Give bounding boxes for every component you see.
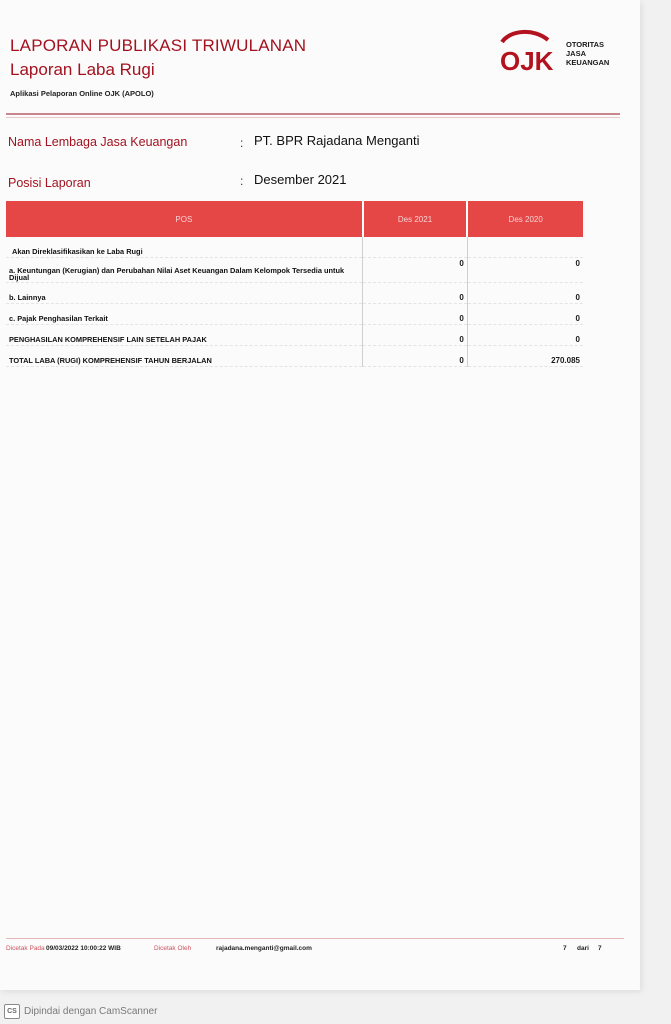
- row-label: a. Keuntungan (Kerugian) dan Perubahan Nilai Aset Keuangan Dalam Kelompok Tersedia untuk Dijual: [6, 258, 363, 283]
- ojk-logo: [498, 28, 628, 80]
- header-divider: [6, 113, 620, 115]
- row-value-2021: 0: [363, 304, 468, 325]
- logo-line-2: JASA: [566, 49, 587, 58]
- col-header-2020: Des 2020: [467, 201, 583, 237]
- camscanner-text: Dipindai dengan CamScanner: [24, 1006, 158, 1017]
- page-current: 7: [563, 945, 567, 952]
- row-value-2020: 0: [467, 325, 583, 346]
- row-value-2020: 0: [467, 304, 583, 325]
- period-label: Posisi Laporan: [8, 176, 91, 190]
- printed-at-label: Dicetak Pada: [6, 945, 45, 952]
- logo-line-1: OTORITAS: [566, 40, 605, 49]
- period-colon: :: [240, 174, 244, 188]
- camscanner-watermark: [4, 1004, 157, 1019]
- row-value-2021: 0: [363, 346, 468, 367]
- logo-mark-text: OJK: [500, 46, 554, 76]
- header-divider-thin: [6, 117, 620, 118]
- ojk-logo-icon: [498, 28, 560, 76]
- report-title: LAPORAN PUBLIKASI TRIWULANAN: [10, 36, 307, 55]
- table-row: [6, 283, 583, 304]
- row-value-2020: [467, 237, 583, 258]
- institution-value: PT. BPR Rajadana Menganti: [254, 133, 420, 148]
- row-value-2020: 0: [467, 283, 583, 304]
- page-total: 7: [598, 945, 602, 952]
- row-label: TOTAL LABA (RUGI) KOMPREHENSIF TAHUN BERJALAN: [6, 346, 363, 367]
- row-label: b. Lainnya: [6, 283, 363, 304]
- table-row: [6, 325, 583, 346]
- table-row: [6, 237, 583, 258]
- col-header-2021: Des 2021: [363, 201, 468, 237]
- app-name: Aplikasi Pelaporan Online OJK (APOLO): [10, 89, 154, 98]
- printed-by: rajadana.menganti@gmail.com: [216, 945, 312, 952]
- printed-at: 09/03/2022 10:00:22 WIB: [46, 945, 121, 952]
- logo-line-3: KEUANGAN: [566, 58, 610, 67]
- profit-loss-table: [6, 201, 583, 367]
- footer-divider: [6, 938, 624, 939]
- table-row: [6, 258, 583, 283]
- table-row: [6, 304, 583, 325]
- table-header-row: [6, 201, 583, 237]
- table-row: [6, 346, 583, 367]
- row-label: c. Pajak Penghasilan Terkait: [6, 304, 363, 325]
- logo-wordmark: [566, 40, 609, 67]
- row-value-2021: 0: [363, 283, 468, 304]
- row-value-2020: 270.085: [467, 346, 583, 367]
- camscanner-icon: CS: [4, 1004, 20, 1019]
- period-value: Desember 2021: [254, 172, 347, 187]
- row-value-2020: 0: [467, 258, 583, 283]
- row-label: Akan Direklasifikasikan ke Laba Rugi: [6, 237, 363, 258]
- page-separator: dari: [577, 945, 589, 952]
- institution-colon: :: [240, 136, 244, 150]
- row-value-2021: 0: [363, 325, 468, 346]
- col-header-pos: POS: [6, 201, 363, 237]
- row-label: PENGHASILAN KOMPREHENSIF LAIN SETELAH PAJAK: [6, 325, 363, 346]
- printed-by-label: Dicetak Oleh: [154, 945, 192, 952]
- institution-label: Nama Lembaga Jasa Keuangan: [8, 135, 188, 149]
- row-value-2021: [363, 237, 468, 258]
- row-value-2021: 0: [363, 258, 468, 283]
- report-subtitle: Laporan Laba Rugi: [10, 60, 155, 79]
